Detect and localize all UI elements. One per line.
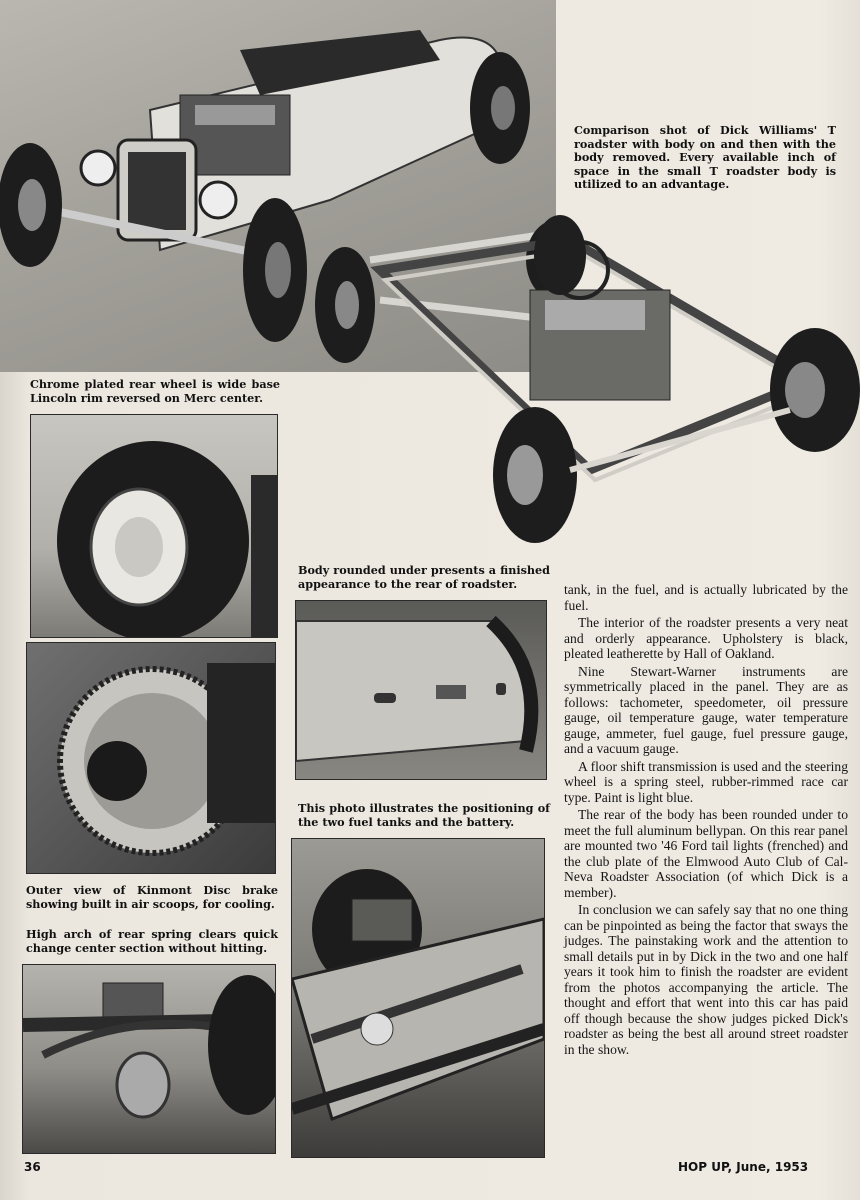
article-paragraph: tank, in the fuel, and is actually lubricated by the fuel.: [564, 582, 848, 613]
caption-body-rounded: Body rounded under presents a finished appearance to the rear of roadster.: [298, 563, 550, 591]
article-paragraph: Nine Stewart-Warner instruments are symmetrically placed in the panel. They are as follows: tachometer, speedometer, oil pressure gauge, oil temperature gauge, water temperature gauge, ammeter, fuel gauge, fuel pressure gauge, and a vacuum gauge.: [564, 663, 848, 756]
magazine-footer: HOP UP, June, 1953: [678, 1160, 809, 1174]
photo-rear-spring: [22, 964, 276, 1154]
photo-chrome-wheel: [30, 414, 278, 638]
photo-disc-brake: [26, 642, 276, 874]
caption-fuel-tanks: This photo illustrates the positioning of the two fuel tanks and the battery.: [298, 801, 550, 829]
photo-roadster-chassis: [370, 210, 860, 560]
photo-rounded-body: [295, 600, 547, 780]
article-body: [564, 582, 848, 1059]
article-paragraph: A floor shift transmission is used and the steering wheel is a spring steel, rubber-rimmed race car type. Paint is light blue.: [564, 758, 848, 805]
article-paragraph: The rear of the body has been rounded under to meet the full aluminum bellypan. On this rear panel are mounted two '46 Ford tail lights (frenched) and the club plate of the Elmwood Auto Club of Cal-Neva Roadster Association (of which Dick is a member).: [564, 807, 848, 900]
photo-fuel-tanks: [291, 838, 545, 1158]
article-paragraph: The interior of the roadster presents a very neat and orderly appearance. Upholstery is black, pleated leatherette by Hall of Oakland.: [564, 615, 848, 661]
caption-rear-spring: High arch of rear spring clears quick change center section without hitting.: [26, 927, 278, 955]
caption-disc-brake: Outer view of Kinmont Disc brake showing built in air scoops, for cooling.: [26, 883, 278, 911]
page-number: 36: [24, 1160, 41, 1174]
article-paragraph: In conclusion we can safely say that no one thing can be pinpointed as being the factor that sways the judges. The painstaking work and the attention to small details put in by Dick in the two and one half years it took him to finish the roadster are evident from the photos accompanying the article. The thought and effort that went into this car has paid off though because the show judges picked Dick's roadster as being the best all around street roadster in the show.: [564, 902, 848, 1057]
caption-chrome-wheel: Chrome plated rear wheel is wide base Lincoln rim reversed on Merc center.: [30, 377, 280, 405]
caption-comparison: Comparison shot of Dick Williams' T roadster with body on and then with the body removed. Every available inch of space in the small T roadster body is utilized to an advantage.: [574, 123, 836, 192]
